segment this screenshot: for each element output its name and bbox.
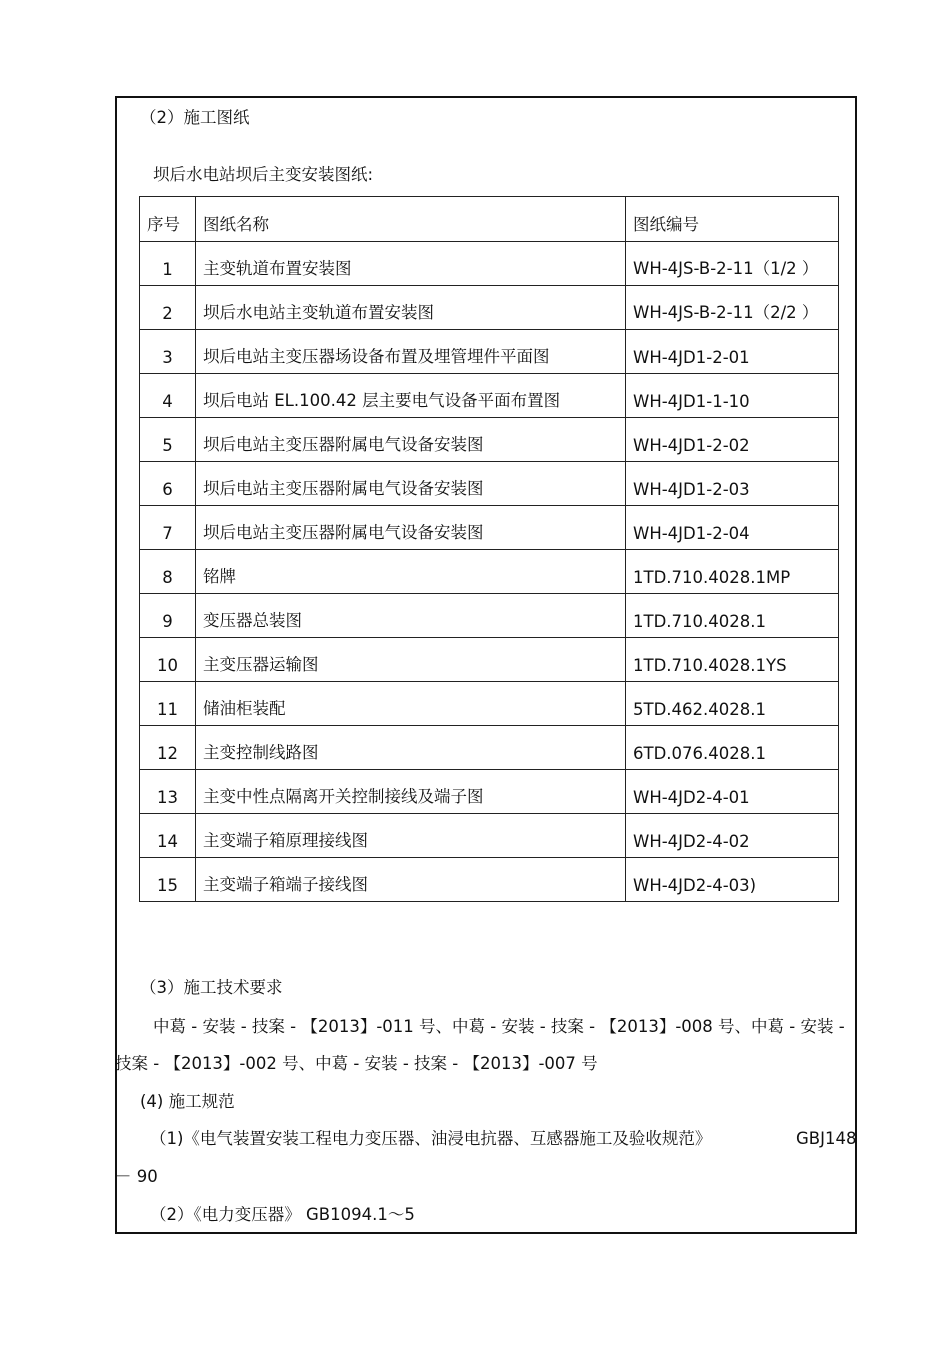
row-number-cell: 10	[140, 638, 196, 682]
spec-2-title: （2）《电力变压器》 GB1094.1～5	[150, 1205, 415, 1224]
drawing-code-cell: 5TD.462.4028.1	[626, 682, 839, 726]
drawing-code-cell: WH-4JD1-2-02	[626, 418, 839, 462]
table-row	[140, 374, 839, 418]
section4-heading: (4) 施工规范	[140, 1092, 235, 1111]
table-row	[140, 242, 839, 286]
drawing-name-cell: 储油柜装配	[196, 682, 626, 726]
row-number-cell: 11	[140, 682, 196, 726]
row-number-cell: 1	[140, 242, 196, 286]
table-row	[140, 462, 839, 506]
drawing-name-cell: 主变中性点隔离开关控制接线及端子图	[196, 770, 626, 814]
table-row	[140, 770, 839, 814]
drawing-name-cell: 坝后电站主变压器附属电气设备安装图	[196, 506, 626, 550]
row-number-cell: 13	[140, 770, 196, 814]
drawing-name-cell: 铭牌	[196, 550, 626, 594]
table-row	[140, 418, 839, 462]
drawing-name-cell: 主变轨道布置安装图	[196, 242, 626, 286]
section3-heading: （3）施工技术要求	[140, 978, 283, 997]
drawing-name-cell: 坝后电站主变压器场设备布置及埋管埋件平面图	[196, 330, 626, 374]
drawing-code-cell: WH-4JD1-2-03	[626, 462, 839, 506]
table-row	[140, 726, 839, 770]
drawing-code-cell: 6TD.076.4028.1	[626, 726, 839, 770]
table-row	[140, 506, 839, 550]
table-header-cell: 序号	[140, 197, 196, 242]
drawing-code-cell: WH-4JD2-4-03)	[626, 858, 839, 902]
spec-1-code-suffix: － 90	[115, 1167, 158, 1186]
table-row	[140, 330, 839, 374]
drawing-code-cell: 1TD.710.4028.1	[626, 594, 839, 638]
drawing-name-cell: 坝后水电站主变轨道布置安装图	[196, 286, 626, 330]
row-number-cell: 5	[140, 418, 196, 462]
drawing-name-cell: 主变压器运输图	[196, 638, 626, 682]
row-number-cell: 9	[140, 594, 196, 638]
drawings-table	[139, 196, 839, 902]
table-row	[140, 286, 839, 330]
tech-requirements-line-2: 技案 - 【2013】-002 号、中葛 - 安装 - 技案 - 【2013】-007 号	[115, 1054, 598, 1073]
drawing-name-cell: 主变控制线路图	[196, 726, 626, 770]
table-row	[140, 682, 839, 726]
drawing-code-cell: WH-4JD1-2-01	[626, 330, 839, 374]
drawing-code-cell: 1TD.710.4028.1MP	[626, 550, 839, 594]
table-header-cell: 图纸编号	[626, 197, 839, 242]
table-row	[140, 550, 839, 594]
drawing-name-cell: 变压器总装图	[196, 594, 626, 638]
table-header-row	[140, 197, 839, 242]
drawing-code-cell: WH-4JD1-2-04	[626, 506, 839, 550]
row-number-cell: 3	[140, 330, 196, 374]
drawing-code-cell: WH-4JS-B-2-11（2/2 ）	[626, 286, 839, 330]
drawing-code-cell: 1TD.710.4028.1YS	[626, 638, 839, 682]
table-row	[140, 858, 839, 902]
spec-1-code: GBJ148	[796, 1129, 857, 1148]
drawing-code-cell: WH-4JD2-4-02	[626, 814, 839, 858]
drawing-name-cell: 主变端子箱原理接线图	[196, 814, 626, 858]
section2-heading: （2）施工图纸	[140, 108, 250, 127]
drawing-code-cell: WH-4JS-B-2-11（1/2 ）	[626, 242, 839, 286]
row-number-cell: 2	[140, 286, 196, 330]
table-row	[140, 594, 839, 638]
row-number-cell: 6	[140, 462, 196, 506]
row-number-cell: 4	[140, 374, 196, 418]
table-header-cell: 图纸名称	[196, 197, 626, 242]
row-number-cell: 8	[140, 550, 196, 594]
table-row	[140, 814, 839, 858]
drawings-intro: 坝后水电站坝后主变安装图纸:	[153, 165, 374, 184]
row-number-cell: 14	[140, 814, 196, 858]
drawing-name-cell: 坝后电站 EL.100.42 层主要电气设备平面布置图	[196, 374, 626, 418]
row-number-cell: 15	[140, 858, 196, 902]
row-number-cell: 12	[140, 726, 196, 770]
drawing-code-cell: WH-4JD2-4-01	[626, 770, 839, 814]
table-row	[140, 638, 839, 682]
drawing-code-cell: WH-4JD1-1-10	[626, 374, 839, 418]
spec-1-title: （1)《电气装置安装工程电力变压器、油浸电抗器、互感器施工及验收规范》	[150, 1129, 712, 1148]
drawing-name-cell: 主变端子箱端子接线图	[196, 858, 626, 902]
drawing-name-cell: 坝后电站主变压器附属电气设备安装图	[196, 462, 626, 506]
tech-requirements-line-1: 中葛 - 安装 - 技案 - 【2013】-011 号、中葛 - 安装 - 技案 - 【2013】-008 号、中葛 - 安装 -	[153, 1017, 845, 1036]
drawing-name-cell: 坝后电站主变压器附属电气设备安装图	[196, 418, 626, 462]
row-number-cell: 7	[140, 506, 196, 550]
